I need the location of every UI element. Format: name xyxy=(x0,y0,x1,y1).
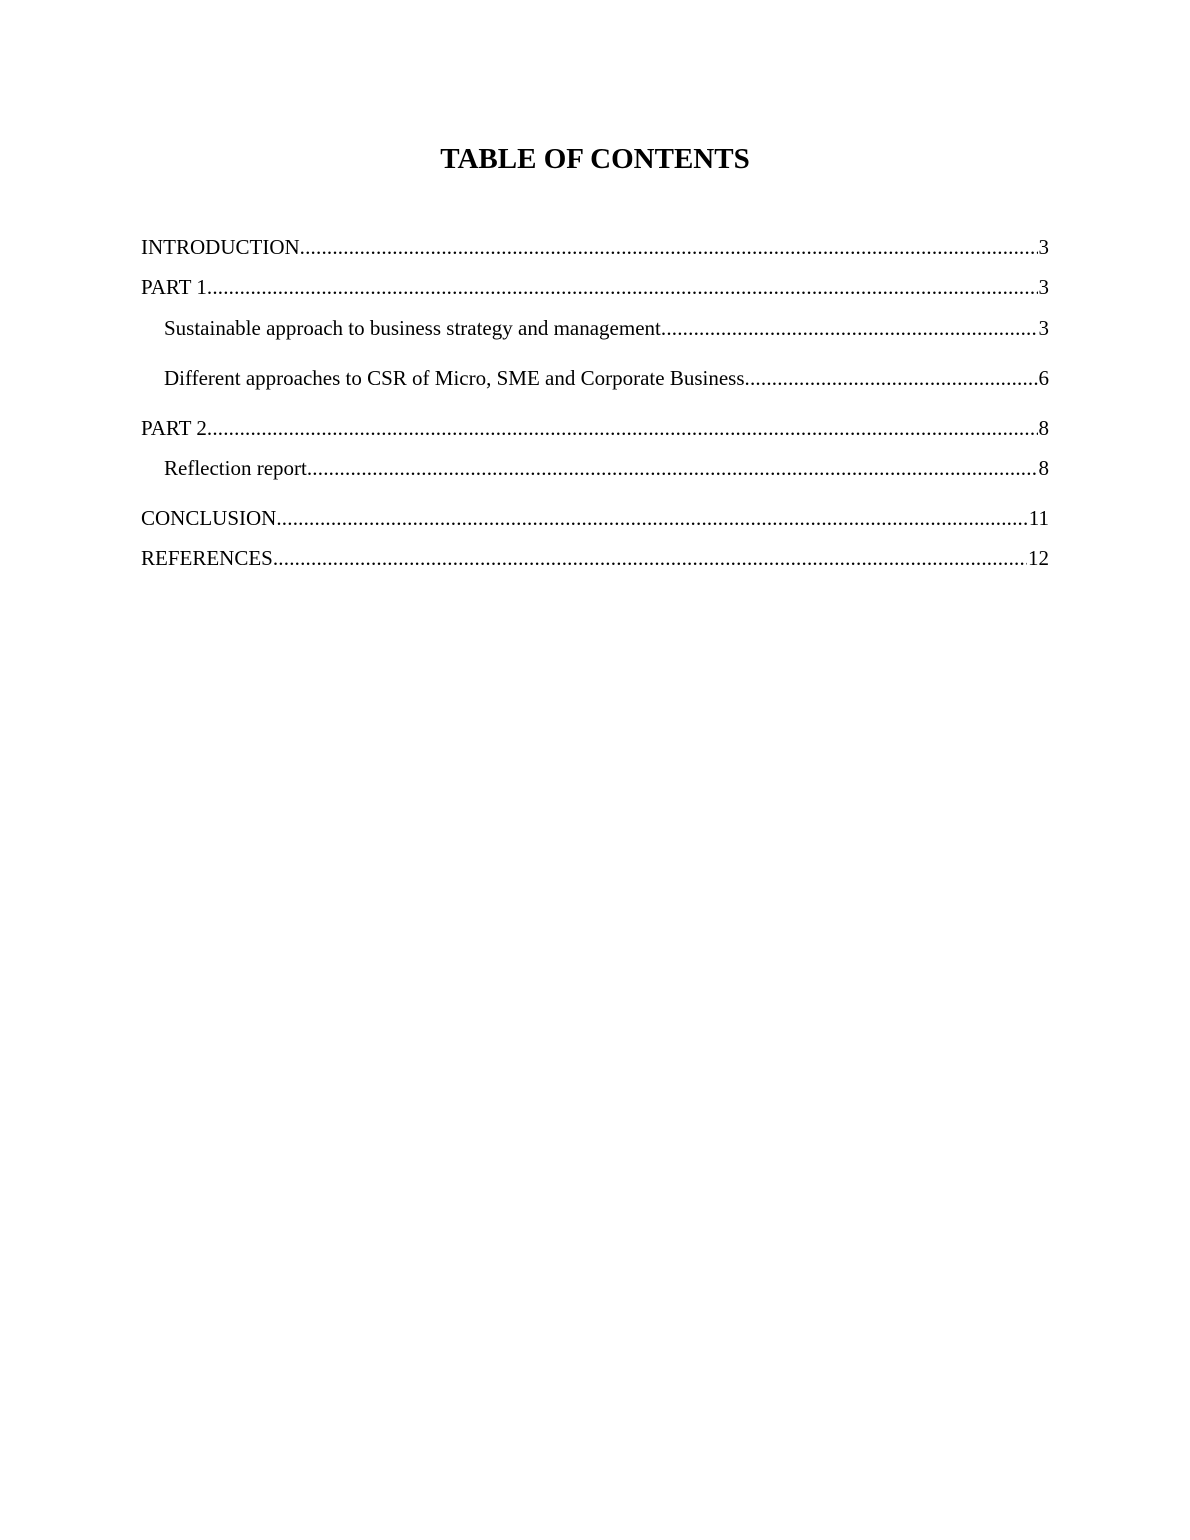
toc-dot-leader xyxy=(745,364,1038,392)
toc-entry-sustainable-approach[interactable] xyxy=(164,314,1049,342)
toc-entry-reflection-report[interactable] xyxy=(164,454,1049,482)
toc-entry-label: PART 2 xyxy=(141,416,207,440)
toc-page-number: 6 xyxy=(1038,366,1049,390)
toc-entry-label: INTRODUCTION xyxy=(141,235,300,259)
toc-dot-leader xyxy=(661,314,1038,342)
toc-entry-label: Reflection report xyxy=(164,456,307,480)
toc-dot-leader xyxy=(276,504,1027,532)
toc-page-number: 3 xyxy=(1038,235,1049,259)
toc-dot-leader xyxy=(273,544,1027,572)
toc-entry-references[interactable] xyxy=(141,544,1049,572)
toc-entry-label: PART 1 xyxy=(141,275,207,299)
toc-entry-csr-approaches[interactable] xyxy=(164,364,1049,392)
toc-dot-leader xyxy=(207,414,1038,442)
toc-entry-part-2[interactable] xyxy=(141,414,1049,442)
toc-dot-leader xyxy=(300,233,1038,261)
toc-title: TABLE OF CONTENTS xyxy=(440,143,750,175)
toc-entry-conclusion[interactable] xyxy=(141,504,1049,532)
toc-entry-label: CONCLUSION xyxy=(141,506,277,530)
toc-entry-part-1[interactable] xyxy=(141,273,1049,301)
toc-page-number: 3 xyxy=(1038,275,1049,299)
toc-entry-label: Different approaches to CSR of Micro, SME and Corporate Business xyxy=(164,366,745,390)
toc-page-number: 12 xyxy=(1028,546,1049,570)
toc-entry-introduction[interactable] xyxy=(141,233,1049,261)
toc-page-number: 8 xyxy=(1038,416,1049,440)
toc-dot-leader xyxy=(207,273,1038,301)
toc-entry-label: REFERENCES xyxy=(141,546,273,570)
toc-page-number: 8 xyxy=(1038,456,1049,480)
toc-page-number: 3 xyxy=(1038,316,1049,340)
toc-dot-leader xyxy=(307,454,1038,482)
toc-entry-label: Sustainable approach to business strategy and management xyxy=(164,316,661,340)
toc-page-number: 11 xyxy=(1028,506,1049,530)
